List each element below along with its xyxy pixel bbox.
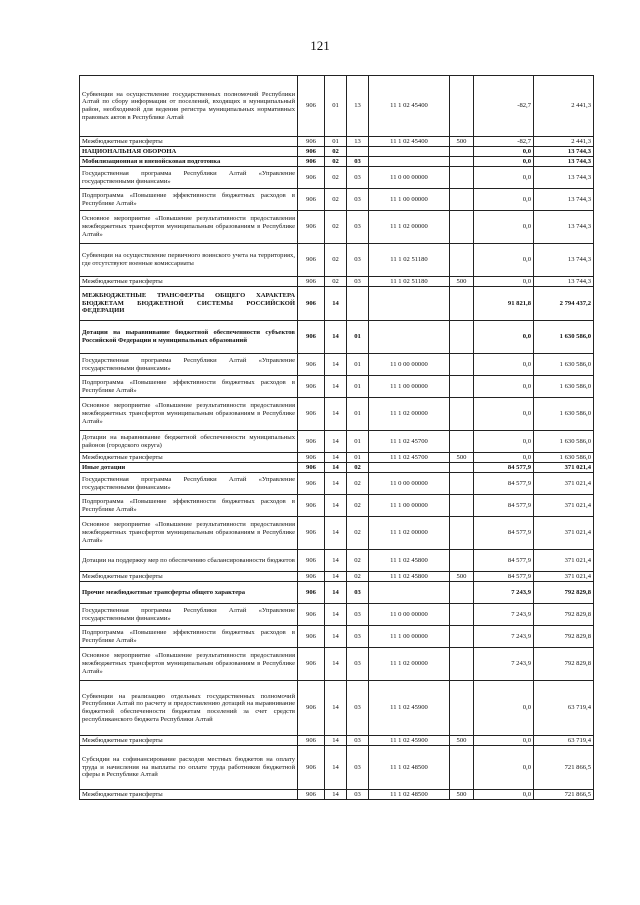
row-amount-change-cell: -82,7 [474,76,534,137]
page-number: 121 [310,38,330,53]
row-expense-type-cell [450,189,474,211]
row-name-cell: Государственная программа Республики Алтай «Управление государственными финансами» [80,167,298,189]
row-amount-change-cell: 91 821,8 [474,287,534,321]
row-grbs-cell: 906 [298,287,325,321]
table-row [80,398,594,431]
row-name-cell: Государственная программа Республики Алтай «Управление государственными финансами» [80,473,298,495]
row-expense-type-cell [450,147,474,157]
row-subsection-cell: 03 [347,604,369,626]
row-target-article-cell: 11 0 00 00000 [369,354,450,376]
table-row [80,167,594,189]
row-amount-total-cell: 2 794 437,2 [534,287,594,321]
row-expense-type-cell [450,76,474,137]
row-target-article-cell: 11 1 02 45400 [369,76,450,137]
row-expense-type-cell: 500 [450,572,474,582]
row-expense-type-cell [450,167,474,189]
row-expense-type-cell [450,431,474,453]
row-grbs-cell: 906 [298,746,325,790]
row-expense-type-cell [450,495,474,517]
row-amount-total-cell: 13 744,3 [534,189,594,211]
row-expense-type-cell [450,398,474,431]
row-amount-total-cell: 371 021,4 [534,473,594,495]
table-row [80,572,594,582]
row-target-article-cell: 11 0 00 00000 [369,604,450,626]
row-name-cell: Основное мероприятие «Повышение результативности предоставления межбюджетных трансфертов муниципальным образованиям в Республике Алтай» [80,517,298,550]
row-amount-total-cell: 63 719,4 [534,681,594,736]
row-grbs-cell: 906 [298,354,325,376]
row-name-cell: Межбюджетные трансферты [80,790,298,800]
row-amount-change-cell: 7 243,9 [474,604,534,626]
table-row [80,76,594,137]
row-name-cell: Межбюджетные трансферты [80,137,298,147]
table-row [80,681,594,736]
row-amount-total-cell: 1 630 586,0 [534,376,594,398]
row-amount-change-cell: 0,0 [474,790,534,800]
row-grbs-cell: 906 [298,277,325,287]
row-amount-total-cell: 1 630 586,0 [534,354,594,376]
row-subsection-cell: 03 [347,167,369,189]
row-name-cell: Субвенции на осуществление первичного воинского учета на территориях, где отсутствуют военные комиссариаты [80,244,298,277]
row-section-cell: 14 [325,473,347,495]
row-target-article-cell: 11 1 02 45800 [369,550,450,572]
row-amount-total-cell: 792 829,8 [534,626,594,648]
table-row [80,604,594,626]
table-row [80,147,594,157]
row-amount-change-cell: 84 577,9 [474,572,534,582]
row-target-article-cell [369,582,450,604]
row-expense-type-cell: 500 [450,453,474,463]
table-row [80,453,594,463]
row-section-cell: 14 [325,550,347,572]
row-amount-change-cell: 0,0 [474,157,534,167]
row-expense-type-cell [450,376,474,398]
row-section-cell: 14 [325,736,347,746]
row-section-cell: 14 [325,681,347,736]
row-section-cell: 02 [325,147,347,157]
row-section-cell: 14 [325,582,347,604]
row-amount-change-cell: 84 577,9 [474,550,534,572]
row-expense-type-cell [450,517,474,550]
row-name-cell: Иные дотации [80,463,298,473]
row-name-cell: МЕЖБЮДЖЕТНЫЕ ТРАНСФЕРТЫ ОБЩЕГО ХАРАКТЕРА БЮДЖЕТАМ БЮДЖЕТНОЙ СИСТЕМЫ РОССИЙСКОЙ ФЕДЕРАЦИИ [80,287,298,321]
row-expense-type-cell [450,244,474,277]
row-name-cell: Прочие межбюджетные трансферты общего характера [80,582,298,604]
row-amount-total-cell: 13 744,3 [534,277,594,287]
row-grbs-cell: 906 [298,572,325,582]
table-row [80,473,594,495]
row-expense-type-cell [450,473,474,495]
row-grbs-cell: 906 [298,626,325,648]
row-section-cell: 01 [325,137,347,147]
row-expense-type-cell [450,604,474,626]
row-subsection-cell: 03 [347,244,369,277]
row-expense-type-cell [450,354,474,376]
row-target-article-cell: 11 1 02 45400 [369,137,450,147]
row-section-cell: 02 [325,244,347,277]
row-name-cell: НАЦИОНАЛЬНАЯ ОБОРОНА [80,147,298,157]
row-subsection-cell: 02 [347,550,369,572]
row-amount-change-cell: 0,0 [474,431,534,453]
row-section-cell: 14 [325,354,347,376]
row-expense-type-cell [450,321,474,354]
row-section-cell: 14 [325,790,347,800]
row-section-cell: 14 [325,453,347,463]
row-subsection-cell: 03 [347,189,369,211]
row-target-article-cell: 11 1 00 00000 [369,376,450,398]
row-target-article-cell: 11 1 02 45900 [369,681,450,736]
row-name-cell: Подпрограмма «Повышение эффективности бюджетных расходов в Республике Алтай» [80,376,298,398]
row-subsection-cell: 02 [347,473,369,495]
row-section-cell: 02 [325,157,347,167]
table-row [80,463,594,473]
row-name-cell: Подпрограмма «Повышение эффективности бюджетных расходов в Республике Алтай» [80,626,298,648]
row-amount-total-cell: 13 744,3 [534,147,594,157]
table-row [80,495,594,517]
row-grbs-cell: 906 [298,147,325,157]
row-grbs-cell: 906 [298,398,325,431]
row-amount-change-cell: 0,0 [474,244,534,277]
row-subsection-cell: 03 [347,277,369,287]
row-section-cell: 02 [325,277,347,287]
table-row [80,582,594,604]
row-amount-total-cell: 721 866,5 [534,790,594,800]
row-section-cell: 14 [325,376,347,398]
row-amount-total-cell: 371 021,4 [534,463,594,473]
row-amount-total-cell: 371 021,4 [534,495,594,517]
row-name-cell: Государственная программа Республики Алтай «Управление государственными финансами» [80,604,298,626]
row-name-cell: Подпрограмма «Повышение эффективности бюджетных расходов в Республике Алтай» [80,189,298,211]
row-section-cell: 14 [325,495,347,517]
row-amount-change-cell: 0,0 [474,211,534,244]
row-grbs-cell: 906 [298,517,325,550]
row-grbs-cell: 906 [298,453,325,463]
row-subsection-cell: 01 [347,354,369,376]
row-amount-change-cell: -82,7 [474,137,534,147]
row-expense-type-cell [450,582,474,604]
row-subsection-cell: 01 [347,376,369,398]
row-expense-type-cell [450,463,474,473]
row-target-article-cell: 11 1 00 00000 [369,626,450,648]
row-expense-type-cell [450,746,474,790]
row-name-cell: Мобилизационная и вневойсковая подготовка [80,157,298,167]
row-amount-total-cell: 371 021,4 [534,550,594,572]
row-amount-total-cell: 13 744,3 [534,157,594,167]
row-amount-change-cell: 84 577,9 [474,473,534,495]
row-target-article-cell [369,463,450,473]
row-name-cell: Дотации на поддержку мер по обеспечению сбалансированности бюджетов [80,550,298,572]
table-row [80,431,594,453]
row-section-cell: 14 [325,321,347,354]
row-amount-total-cell: 721 866,5 [534,746,594,790]
row-target-article-cell: 11 1 02 00000 [369,398,450,431]
row-target-article-cell: 11 1 02 45800 [369,572,450,582]
row-section-cell: 14 [325,463,347,473]
row-grbs-cell: 906 [298,495,325,517]
row-section-cell: 02 [325,211,347,244]
row-amount-change-cell: 0,0 [474,681,534,736]
row-name-cell: Основное мероприятие «Повышение результативности предоставления межбюджетных трансфертов муниципальным образованиям в Республике Алтай» [80,648,298,681]
row-section-cell: 14 [325,287,347,321]
table-row [80,287,594,321]
row-amount-change-cell: 0,0 [474,321,534,354]
row-amount-total-cell: 371 021,4 [534,572,594,582]
row-amount-total-cell: 1 630 586,0 [534,321,594,354]
table-row [80,211,594,244]
row-amount-change-cell: 0,0 [474,453,534,463]
row-target-article-cell [369,321,450,354]
row-section-cell: 14 [325,431,347,453]
table-row [80,376,594,398]
row-target-article-cell: 11 1 02 51180 [369,277,450,287]
row-expense-type-cell: 500 [450,277,474,287]
row-grbs-cell: 906 [298,473,325,495]
row-subsection-cell: 03 [347,157,369,167]
row-target-article-cell: 11 1 02 48500 [369,790,450,800]
row-subsection-cell: 03 [347,648,369,681]
row-subsection-cell: 03 [347,211,369,244]
row-amount-change-cell: 0,0 [474,398,534,431]
row-amount-total-cell: 63 719,4 [534,736,594,746]
row-section-cell: 14 [325,648,347,681]
row-section-cell: 14 [325,604,347,626]
table-row [80,321,594,354]
row-subsection-cell: 02 [347,495,369,517]
row-name-cell: Межбюджетные трансферты [80,736,298,746]
row-target-article-cell: 11 1 02 51180 [369,244,450,277]
row-subsection-cell: 13 [347,76,369,137]
row-amount-change-cell: 7 243,9 [474,648,534,681]
row-amount-change-cell: 84 577,9 [474,517,534,550]
table-row [80,626,594,648]
row-subsection-cell: 02 [347,517,369,550]
row-amount-total-cell: 792 829,8 [534,604,594,626]
row-expense-type-cell [450,550,474,572]
row-target-article-cell: 11 1 00 00000 [369,189,450,211]
row-name-cell: Государственная программа Республики Алтай «Управление государственными финансами» [80,354,298,376]
row-amount-change-cell: 0,0 [474,376,534,398]
row-target-article-cell [369,147,450,157]
row-section-cell: 01 [325,76,347,137]
row-subsection-cell: 03 [347,681,369,736]
row-subsection-cell [347,147,369,157]
table-row [80,157,594,167]
row-name-cell: Основное мероприятие «Повышение результативности предоставления межбюджетных трансфертов муниципальным образованиям в Республике Алтай» [80,398,298,431]
row-amount-total-cell: 1 630 586,0 [534,398,594,431]
row-amount-change-cell: 0,0 [474,167,534,189]
row-grbs-cell: 906 [298,244,325,277]
row-name-cell: Субсидии на софинансирование расходов местных бюджетов на оплату труда и начисления на выплаты по оплате труда работников бюджетной сферы в Республике Алтай [80,746,298,790]
row-expense-type-cell: 500 [450,736,474,746]
row-subsection-cell: 02 [347,463,369,473]
table-row [80,277,594,287]
row-amount-total-cell: 2 441,3 [534,137,594,147]
row-grbs-cell: 906 [298,76,325,137]
row-target-article-cell: 11 1 00 00000 [369,495,450,517]
row-grbs-cell: 906 [298,582,325,604]
row-subsection-cell: 02 [347,572,369,582]
row-subsection-cell: 01 [347,321,369,354]
row-name-cell: Дотации на выравнивание бюджетной обеспеченности субъектов Российской Федерации и муниципальных образований [80,321,298,354]
row-target-article-cell: 11 0 00 00000 [369,167,450,189]
budget-table [79,75,594,800]
table-row [80,189,594,211]
row-target-article-cell: 11 1 02 00000 [369,517,450,550]
row-subsection-cell [347,287,369,321]
row-grbs-cell: 906 [298,157,325,167]
row-target-article-cell: 11 1 02 00000 [369,648,450,681]
row-target-article-cell: 11 1 02 45700 [369,453,450,463]
row-amount-change-cell: 84 577,9 [474,495,534,517]
row-subsection-cell: 03 [347,736,369,746]
row-amount-change-cell: 0,0 [474,354,534,376]
table-row [80,354,594,376]
row-section-cell: 14 [325,517,347,550]
table-row [80,137,594,147]
row-amount-total-cell: 2 441,3 [534,76,594,137]
row-grbs-cell: 906 [298,681,325,736]
row-grbs-cell: 906 [298,211,325,244]
row-grbs-cell: 906 [298,648,325,681]
row-name-cell: Межбюджетные трансферты [80,572,298,582]
row-grbs-cell: 906 [298,463,325,473]
row-subsection-cell: 03 [347,626,369,648]
row-amount-total-cell: 13 744,3 [534,244,594,277]
table-row [80,736,594,746]
row-section-cell: 02 [325,167,347,189]
row-grbs-cell: 906 [298,790,325,800]
row-section-cell: 14 [325,398,347,431]
row-amount-change-cell: 0,0 [474,736,534,746]
row-subsection-cell: 03 [347,790,369,800]
row-name-cell: Подпрограмма «Повышение эффективности бюджетных расходов в Республике Алтай» [80,495,298,517]
row-amount-change-cell: 7 243,9 [474,626,534,648]
row-grbs-cell: 906 [298,137,325,147]
row-section-cell: 14 [325,746,347,790]
row-target-article-cell: 11 1 02 45900 [369,736,450,746]
row-name-cell: Межбюджетные трансферты [80,277,298,287]
row-expense-type-cell [450,211,474,244]
row-amount-total-cell: 1 630 586,0 [534,453,594,463]
row-subsection-cell: 01 [347,453,369,463]
row-subsection-cell: 03 [347,746,369,790]
row-subsection-cell: 01 [347,398,369,431]
row-grbs-cell: 906 [298,167,325,189]
row-name-cell: Субвенции на реализацию отдельных государственных полномочий Республики Алтай по расчету и предоставлению дотаций на выравнивание бюджетной обеспеченности бюджетам поселений за счет средств республиканского бюджета Республики Алтай [80,681,298,736]
row-amount-change-cell: 0,0 [474,147,534,157]
row-amount-total-cell: 13 744,3 [534,167,594,189]
row-expense-type-cell [450,157,474,167]
row-target-article-cell [369,157,450,167]
row-amount-change-cell: 0,0 [474,189,534,211]
row-amount-change-cell: 0,0 [474,277,534,287]
row-amount-total-cell: 792 829,8 [534,582,594,604]
row-grbs-cell: 906 [298,376,325,398]
row-target-article-cell: 11 1 02 00000 [369,211,450,244]
row-grbs-cell: 906 [298,321,325,354]
row-grbs-cell: 906 [298,189,325,211]
row-amount-change-cell: 0,0 [474,746,534,790]
row-expense-type-cell [450,287,474,321]
row-grbs-cell: 906 [298,550,325,572]
row-expense-type-cell [450,681,474,736]
row-target-article-cell: 11 1 02 48500 [369,746,450,790]
row-grbs-cell: 906 [298,604,325,626]
row-section-cell: 14 [325,626,347,648]
row-section-cell: 02 [325,189,347,211]
row-grbs-cell: 906 [298,431,325,453]
table-row [80,790,594,800]
row-subsection-cell: 03 [347,582,369,604]
table-row [80,746,594,790]
row-name-cell: Дотации на выравнивание бюджетной обеспеченности муниципальных районов (городского округа) [80,431,298,453]
row-amount-total-cell: 792 829,8 [534,648,594,681]
row-amount-change-cell: 84 577,9 [474,463,534,473]
row-name-cell: Межбюджетные трансферты [80,453,298,463]
row-amount-change-cell: 7 243,9 [474,582,534,604]
row-target-article-cell: 11 1 02 45700 [369,431,450,453]
row-name-cell: Субвенции на осуществление государственных полномочий Республики Алтай по сбору информации от поселений, входящих в муниципальный район, необходимой для ведения регистра муниципальных нормативных правовых актов в Республике Алтай [80,76,298,137]
row-expense-type-cell: 500 [450,790,474,800]
row-target-article-cell [369,287,450,321]
row-subsection-cell: 01 [347,431,369,453]
row-subsection-cell: 13 [347,137,369,147]
row-name-cell: Основное мероприятие «Повышение результативности предоставления межбюджетных трансфертов муниципальным образованиям в Республике Алтай» [80,211,298,244]
row-section-cell: 14 [325,572,347,582]
row-target-article-cell: 11 0 00 00000 [369,473,450,495]
row-amount-total-cell: 371 021,4 [534,517,594,550]
row-expense-type-cell [450,648,474,681]
table-row [80,550,594,572]
row-grbs-cell: 906 [298,736,325,746]
table-row [80,648,594,681]
row-expense-type-cell [450,626,474,648]
row-amount-total-cell: 1 630 586,0 [534,431,594,453]
table-row [80,517,594,550]
row-expense-type-cell: 500 [450,137,474,147]
row-amount-total-cell: 13 744,3 [534,211,594,244]
table-row [80,244,594,277]
